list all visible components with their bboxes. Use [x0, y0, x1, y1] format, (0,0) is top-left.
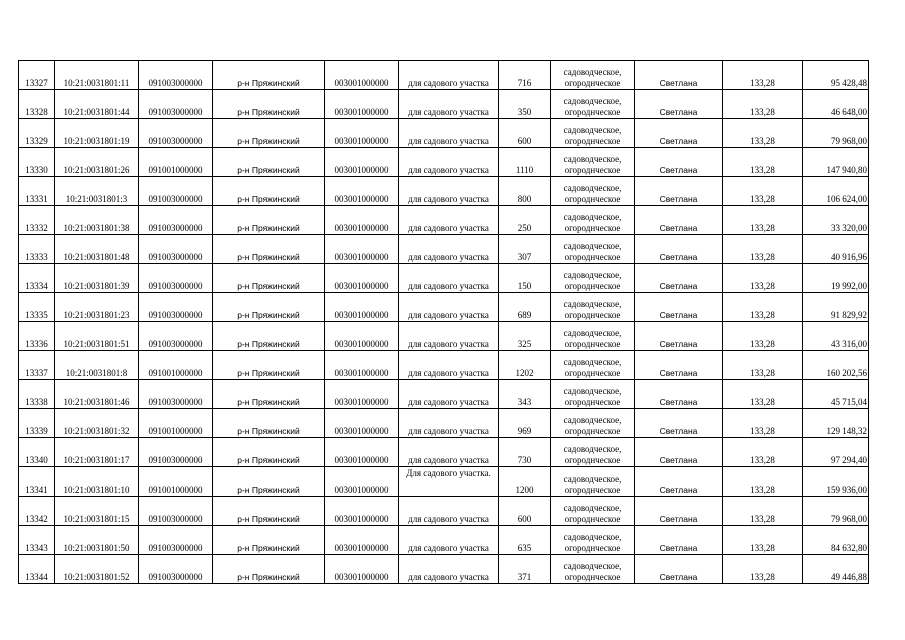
plot-area-cell: 800	[499, 177, 551, 206]
table-row	[19, 90, 869, 119]
settlement-name-cell: Светлана	[635, 293, 723, 322]
table-row	[19, 148, 869, 177]
plot-area-cell: 716	[499, 61, 551, 90]
cadastral-value-cell: 147 940,80	[803, 148, 869, 177]
locality-code-cell: 003001000000	[325, 90, 399, 119]
district-name-cell: р-н Пряжинский	[213, 264, 325, 293]
plot-area-cell: 969	[499, 409, 551, 438]
settlement-name-cell: Светлана	[635, 438, 723, 467]
territory-code-cell: 091003000000	[139, 438, 213, 467]
table-row	[19, 61, 869, 90]
settlement-name-cell: Светлана	[635, 409, 723, 438]
document-page	[18, 60, 869, 584]
district-name-cell: р-н Пряжинский	[213, 148, 325, 177]
locality-code-cell: 003001000000	[325, 61, 399, 90]
land-category-line-2: огороднческое	[564, 485, 621, 495]
land-category-cell	[551, 497, 635, 526]
cadastral-value-cell: 40 916,96	[803, 235, 869, 264]
cadastral-value-cell: 159 936,00	[803, 467, 869, 497]
land-category-line-2: огороднческое	[564, 281, 621, 291]
permitted-use-cell: для садового участка	[399, 119, 499, 148]
cadastral-number-cell: 10:21:0031801:17	[55, 438, 139, 467]
table-row	[19, 119, 869, 148]
territory-code-cell: 091003000000	[139, 555, 213, 584]
specific-value-cell: 133,28	[723, 526, 803, 555]
locality-code-cell: 003001000000	[325, 380, 399, 409]
specific-value-cell: 133,28	[723, 148, 803, 177]
territory-code-cell: 091003000000	[139, 235, 213, 264]
plot-area-cell: 635	[499, 526, 551, 555]
settlement-name-cell: Светлана	[635, 555, 723, 584]
cadastral-value-cell: 106 624,00	[803, 177, 869, 206]
cadastral-number-cell: 10:21:0031801:52	[55, 555, 139, 584]
land-category-line-2: огороднческое	[564, 223, 621, 233]
settlement-name-cell: Светлана	[635, 497, 723, 526]
row-number-cell: 13327	[19, 61, 55, 90]
table-row	[19, 322, 869, 351]
permitted-use-cell: для садового участка	[399, 351, 499, 380]
cadastral-value-cell: 79 968,00	[803, 119, 869, 148]
locality-code-cell: 003001000000	[325, 177, 399, 206]
land-category-line-2: огороднческое	[564, 194, 621, 204]
permitted-use-cell: для садового участка	[399, 148, 499, 177]
land-category-line-2: огороднческое	[564, 165, 621, 175]
permitted-use-cell: для садового участка	[399, 235, 499, 264]
specific-value-cell: 133,28	[723, 380, 803, 409]
row-number-cell: 13341	[19, 467, 55, 497]
land-category-line-2: огороднческое	[564, 455, 621, 465]
plot-area-cell: 1200	[499, 467, 551, 497]
territory-code-cell: 091001000000	[139, 351, 213, 380]
land-category-cell	[551, 206, 635, 235]
land-category-line-2: огороднческое	[564, 514, 621, 524]
locality-code-cell: 003001000000	[325, 235, 399, 264]
cadastral-number-cell: 10:21:0031801:51	[55, 322, 139, 351]
land-category-cell	[551, 264, 635, 293]
table-row	[19, 177, 869, 206]
land-category-line-1: садоводческое,	[563, 415, 622, 425]
settlement-name-cell: Светлана	[635, 177, 723, 206]
row-number-cell: 13343	[19, 526, 55, 555]
row-number-cell: 13344	[19, 555, 55, 584]
land-category-cell	[551, 90, 635, 119]
plot-area-cell: 150	[499, 264, 551, 293]
territory-code-cell: 091003000000	[139, 264, 213, 293]
permitted-use-cell: для садового участка	[399, 555, 499, 584]
locality-code-cell: 003001000000	[325, 467, 399, 497]
specific-value-cell: 133,28	[723, 206, 803, 235]
land-category-line-1: садоводческое,	[563, 96, 622, 106]
row-number-cell: 13342	[19, 497, 55, 526]
territory-code-cell: 091003000000	[139, 526, 213, 555]
district-name-cell: р-н Пряжинский	[213, 467, 325, 497]
row-number-cell: 13334	[19, 264, 55, 293]
specific-value-cell: 133,28	[723, 177, 803, 206]
row-number-cell: 13340	[19, 438, 55, 467]
locality-code-cell: 003001000000	[325, 555, 399, 584]
land-category-cell	[551, 119, 635, 148]
specific-value-cell: 133,28	[723, 351, 803, 380]
district-name-cell: р-н Пряжинский	[213, 177, 325, 206]
plot-area-cell: 250	[499, 206, 551, 235]
land-category-cell	[551, 351, 635, 380]
specific-value-cell: 133,28	[723, 119, 803, 148]
district-name-cell: р-н Пряжинский	[213, 526, 325, 555]
district-name-cell: р-н Пряжинский	[213, 322, 325, 351]
land-category-line-1: садоводческое,	[563, 386, 622, 396]
land-category-cell	[551, 526, 635, 555]
cadastral-value-cell: 91 829,92	[803, 293, 869, 322]
district-name-cell: р-н Пряжинский	[213, 293, 325, 322]
plot-area-cell: 1202	[499, 351, 551, 380]
row-number-cell: 13339	[19, 409, 55, 438]
table-row	[19, 351, 869, 380]
cadastral-number-cell: 10:21:0031801:50	[55, 526, 139, 555]
district-name-cell: р-н Пряжинский	[213, 119, 325, 148]
cadastral-value-cell: 33 320,00	[803, 206, 869, 235]
permitted-use-cell: для садового участка	[399, 177, 499, 206]
locality-code-cell: 003001000000	[325, 119, 399, 148]
permitted-use-cell: для садового участка	[399, 206, 499, 235]
row-number-cell: 13331	[19, 177, 55, 206]
locality-code-cell: 003001000000	[325, 409, 399, 438]
land-category-line-1: садоводческое,	[563, 154, 622, 164]
cadastral-value-cell: 43 316,00	[803, 322, 869, 351]
land-category-line-2: огороднческое	[564, 310, 621, 320]
territory-code-cell: 091003000000	[139, 380, 213, 409]
permitted-use-cell: для садового участка	[399, 526, 499, 555]
locality-code-cell: 003001000000	[325, 526, 399, 555]
cadastral-number-cell: 10:21:0031801:8	[55, 351, 139, 380]
settlement-name-cell: Светлана	[635, 380, 723, 409]
territory-code-cell: 091003000000	[139, 177, 213, 206]
row-number-cell: 13330	[19, 148, 55, 177]
cadastral-value-cell: 79 968,00	[803, 497, 869, 526]
locality-code-cell: 003001000000	[325, 264, 399, 293]
plot-area-cell: 350	[499, 90, 551, 119]
cadastral-value-cell: 97 294,40	[803, 438, 869, 467]
table-row	[19, 235, 869, 264]
land-category-cell	[551, 148, 635, 177]
district-name-cell: р-н Пряжинский	[213, 497, 325, 526]
cadastral-number-cell: 10:21:0031801:32	[55, 409, 139, 438]
cadastral-number-cell: 10:21:0031801:3	[55, 177, 139, 206]
specific-value-cell: 133,28	[723, 293, 803, 322]
permitted-use-cell: для садового участка	[399, 409, 499, 438]
plot-area-cell: 371	[499, 555, 551, 584]
cadastral-number-cell: 10:21:0031801:11	[55, 61, 139, 90]
cadastral-number-cell: 10:21:0031801:46	[55, 380, 139, 409]
settlement-name-cell: Светлана	[635, 61, 723, 90]
district-name-cell: р-н Пряжинский	[213, 409, 325, 438]
table-row	[19, 526, 869, 555]
specific-value-cell: 133,28	[723, 61, 803, 90]
plot-area-cell: 325	[499, 322, 551, 351]
specific-value-cell: 133,28	[723, 467, 803, 497]
land-category-line-2: огороднческое	[564, 136, 621, 146]
cadastral-number-cell: 10:21:0031801:39	[55, 264, 139, 293]
plot-area-cell: 600	[499, 119, 551, 148]
specific-value-cell: 133,28	[723, 90, 803, 119]
specific-value-cell: 133,28	[723, 497, 803, 526]
cadastral-value-cell: 45 715,04	[803, 380, 869, 409]
land-category-cell	[551, 177, 635, 206]
row-number-cell: 13333	[19, 235, 55, 264]
row-number-cell: 13328	[19, 90, 55, 119]
land-category-line-1: садоводческое,	[563, 299, 622, 309]
row-number-cell: 13336	[19, 322, 55, 351]
plot-area-cell: 600	[499, 497, 551, 526]
land-category-cell	[551, 61, 635, 90]
row-number-cell: 13329	[19, 119, 55, 148]
settlement-name-cell: Светлана	[635, 322, 723, 351]
land-category-line-1: садоводческое,	[563, 241, 622, 251]
territory-code-cell: 091003000000	[139, 119, 213, 148]
district-name-cell: р-н Пряжинский	[213, 235, 325, 264]
row-number-cell: 13338	[19, 380, 55, 409]
land-category-cell	[551, 380, 635, 409]
settlement-name-cell: Светлана	[635, 90, 723, 119]
district-name-cell: р-н Пряжинский	[213, 206, 325, 235]
land-category-line-1: садоводческое,	[563, 532, 622, 542]
plot-area-cell: 730	[499, 438, 551, 467]
land-category-cell	[551, 555, 635, 584]
table-row	[19, 409, 869, 438]
permitted-use-cell: для садового участка	[399, 322, 499, 351]
district-name-cell: р-н Пряжинский	[213, 61, 325, 90]
locality-code-cell: 003001000000	[325, 438, 399, 467]
land-category-line-1: садоводческое,	[563, 328, 622, 338]
land-category-line-1: садоводческое,	[563, 212, 622, 222]
land-category-line-2: огороднческое	[564, 252, 621, 262]
land-category-cell	[551, 409, 635, 438]
cadastral-value-cell: 129 148,32	[803, 409, 869, 438]
cadastral-value-cell: 84 632,80	[803, 526, 869, 555]
cadastral-number-cell: 10:21:0031801:19	[55, 119, 139, 148]
locality-code-cell: 003001000000	[325, 206, 399, 235]
land-category-line-2: огороднческое	[564, 339, 621, 349]
table-row	[19, 380, 869, 409]
district-name-cell: р-н Пряжинский	[213, 90, 325, 119]
settlement-name-cell: Светлана	[635, 264, 723, 293]
district-name-cell: р-н Пряжинский	[213, 555, 325, 584]
plot-area-cell: 1110	[499, 148, 551, 177]
table-row	[19, 467, 869, 497]
cadastral-value-cell: 19 992,00	[803, 264, 869, 293]
land-category-line-1: садоводческое,	[563, 183, 622, 193]
territory-code-cell: 091001000000	[139, 409, 213, 438]
row-number-cell: 13332	[19, 206, 55, 235]
land-category-line-2: огороднческое	[564, 107, 621, 117]
settlement-name-cell: Светлана	[635, 148, 723, 177]
row-number-cell: 13337	[19, 351, 55, 380]
land-category-line-2: огороднческое	[564, 368, 621, 378]
settlement-name-cell: Светлана	[635, 119, 723, 148]
land-category-line-1: садоводческое,	[563, 474, 622, 484]
permitted-use-cell: для садового участка	[399, 61, 499, 90]
land-category-line-1: садоводческое,	[563, 125, 622, 135]
locality-code-cell: 003001000000	[325, 497, 399, 526]
land-category-cell	[551, 438, 635, 467]
territory-code-cell: 091001000000	[139, 467, 213, 497]
permitted-use-cell: Для садового участка.	[399, 467, 499, 497]
land-category-cell	[551, 467, 635, 497]
territory-code-cell: 091003000000	[139, 61, 213, 90]
settlement-name-cell: Светлана	[635, 206, 723, 235]
cadastral-value-cell: 46 648,00	[803, 90, 869, 119]
land-category-cell	[551, 235, 635, 264]
locality-code-cell: 003001000000	[325, 148, 399, 177]
district-name-cell: р-н Пряжинский	[213, 380, 325, 409]
settlement-name-cell: Светлана	[635, 235, 723, 264]
cadastral-number-cell: 10:21:0031801:23	[55, 293, 139, 322]
land-category-line-2: огороднческое	[564, 397, 621, 407]
district-name-cell: р-н Пряжинский	[213, 438, 325, 467]
settlement-name-cell: Светлана	[635, 351, 723, 380]
cadastral-value-cell: 49 446,88	[803, 555, 869, 584]
locality-code-cell: 003001000000	[325, 351, 399, 380]
settlement-name-cell: Светлана	[635, 467, 723, 497]
land-plot-table	[18, 60, 869, 584]
locality-code-cell: 003001000000	[325, 293, 399, 322]
table-row	[19, 497, 869, 526]
land-category-cell	[551, 293, 635, 322]
plot-area-cell: 307	[499, 235, 551, 264]
cadastral-number-cell: 10:21:0031801:44	[55, 90, 139, 119]
land-category-line-2: огороднческое	[564, 543, 621, 553]
permitted-use-cell: для садового участка	[399, 264, 499, 293]
land-category-line-1: садоводческое,	[563, 67, 622, 77]
table-row	[19, 438, 869, 467]
territory-code-cell: 091003000000	[139, 293, 213, 322]
specific-value-cell: 133,28	[723, 322, 803, 351]
permitted-use-cell: для садового участка	[399, 90, 499, 119]
cadastral-number-cell: 10:21:0031801:15	[55, 497, 139, 526]
table-row	[19, 206, 869, 235]
specific-value-cell: 133,28	[723, 555, 803, 584]
permitted-use-cell: для садового участка	[399, 438, 499, 467]
land-category-line-1: садоводческое,	[563, 270, 622, 280]
land-category-line-1: садоводческое,	[563, 561, 622, 571]
specific-value-cell: 133,28	[723, 438, 803, 467]
territory-code-cell: 091003000000	[139, 206, 213, 235]
land-category-line-2: огороднческое	[564, 78, 621, 88]
settlement-name-cell: Светлана	[635, 526, 723, 555]
district-name-cell: р-н Пряжинский	[213, 351, 325, 380]
cadastral-number-cell: 10:21:0031801:38	[55, 206, 139, 235]
cadastral-number-cell: 10:21:0031801:48	[55, 235, 139, 264]
plot-area-cell: 343	[499, 380, 551, 409]
territory-code-cell: 091003000000	[139, 90, 213, 119]
land-category-line-1: садоводческое,	[563, 444, 622, 454]
permitted-use-cell: для садового участка	[399, 380, 499, 409]
territory-code-cell: 091003000000	[139, 322, 213, 351]
row-number-cell: 13335	[19, 293, 55, 322]
specific-value-cell: 133,28	[723, 235, 803, 264]
land-category-line-1: садоводческое,	[563, 357, 622, 367]
table-row	[19, 264, 869, 293]
specific-value-cell: 133,28	[723, 264, 803, 293]
land-category-line-2: огороднческое	[564, 572, 621, 582]
land-category-line-1: садоводческое,	[563, 503, 622, 513]
permitted-use-cell: для садового участка	[399, 293, 499, 322]
territory-code-cell: 091001000000	[139, 148, 213, 177]
territory-code-cell: 091003000000	[139, 497, 213, 526]
table-row	[19, 555, 869, 584]
land-category-line-2: огороднческое	[564, 426, 621, 436]
cadastral-value-cell: 160 202,56	[803, 351, 869, 380]
permitted-use-cell: для садового участка	[399, 497, 499, 526]
cadastral-number-cell: 10:21:0031801:26	[55, 148, 139, 177]
specific-value-cell: 133,28	[723, 409, 803, 438]
locality-code-cell: 003001000000	[325, 322, 399, 351]
cadastral-value-cell: 95 428,48	[803, 61, 869, 90]
plot-area-cell: 689	[499, 293, 551, 322]
cadastral-number-cell: 10:21:0031801:10	[55, 467, 139, 497]
table-row	[19, 293, 869, 322]
land-category-cell	[551, 322, 635, 351]
